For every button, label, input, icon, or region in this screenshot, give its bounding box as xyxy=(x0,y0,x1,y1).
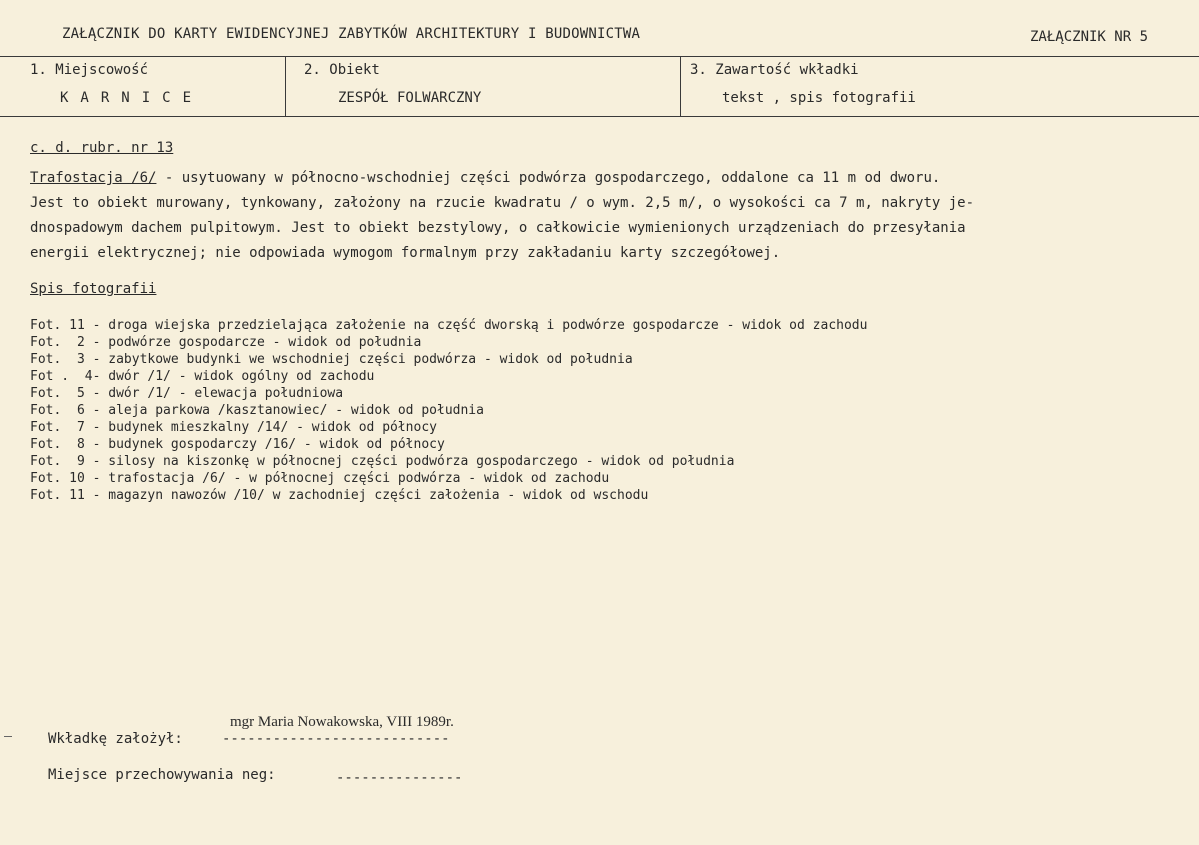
photo-list-item: Fot. 11 - magazyn nawozów /10/ w zachodniej części założenia - widok od wschodu xyxy=(30,488,649,503)
margin-mark xyxy=(4,736,12,737)
description-line-3: dnospadowym dachem pulpitowym. Jest to obiekt bezstylowy, o całkowicie wymienionych urządzeniach do przesyłania xyxy=(30,220,966,236)
photo-list-item: Fot. 10 - trafostacja /6/ - w północnej części podwórza - widok od zachodu xyxy=(30,471,610,486)
object-value: ZESPÓŁ FOLWARCZNY xyxy=(338,90,482,106)
photo-list xyxy=(30,317,867,504)
storage-label: Miejsce przechowywania neg: xyxy=(48,767,276,783)
description-subject: Trafostacja /6/ xyxy=(30,170,157,186)
attachment-number: ZAŁĄCZNIK NR 5 xyxy=(1030,29,1149,45)
object-label: 2. Obiekt xyxy=(304,62,380,78)
photo-list-item: Fot. 7 - budynek mieszkalny /14/ - widok od północy xyxy=(30,420,437,435)
header-divider-top xyxy=(0,56,1199,57)
description-line-1-rest: - usytuowany w północno-wschodniej części podwórza gospodarczego, oddalone ca 11 m od dworu. xyxy=(156,170,941,186)
photo-list-item: Fot. 3 - zabytkowe budynki we wschodniej części podwórza - widok od południa xyxy=(30,352,633,367)
contents-value: tekst , spis fotografii xyxy=(722,90,916,106)
photo-list-heading: Spis fotografii xyxy=(30,281,157,297)
continuation-heading: c. d. rubr. nr 13 xyxy=(30,140,174,156)
field-divider-1 xyxy=(285,56,286,116)
photo-list-item: Fot. 2 - podwórze gospodarcze - widok od południa xyxy=(30,335,422,350)
locality-value: KARNICE xyxy=(60,90,204,106)
contents-label: 3. Zawartość wkładki xyxy=(690,62,859,78)
description-line-2: Jest to obiekt murowany, tynkowany, założony na rzucie kwadratu / o wym. 2,5 m/, o wysokości ca 7 m, nakryty je- xyxy=(30,195,975,211)
locality-label: 1. Miejscowość xyxy=(30,62,149,78)
field-divider-2 xyxy=(680,56,681,116)
photo-list-item: Fot. 11 - droga wiejska przedzielająca założenie na część dworską i podwórze gospodarcze - widok od zachodu xyxy=(30,318,868,333)
photo-list-item: Fot. 5 - dwór /1/ - elewacja południowa xyxy=(30,386,344,401)
description-line-4: energii elektrycznej; nie odpowiada wymogom formalnym przy zakładaniu karty szczegółowej. xyxy=(30,245,781,261)
author-value: mgr Maria Nowakowska, VIII 1989r. xyxy=(230,714,454,730)
photo-list-item: Fot . 4- dwór /1/ - widok ogólny od zachodu xyxy=(30,369,375,384)
description-line-1 xyxy=(30,166,1180,191)
author-label: Wkładkę założył: xyxy=(48,731,183,747)
storage-dashes: --------------- xyxy=(336,770,463,786)
header-divider-bottom xyxy=(0,116,1199,117)
photo-list-item: Fot. 6 - aleja parkowa /kasztanowiec/ - widok od południa xyxy=(30,403,484,418)
photo-list-item: Fot. 9 - silosy na kiszonkę w północnej części podwórza gospodarczego - widok od południa xyxy=(30,454,735,469)
photo-list-item: Fot. 8 - budynek gospodarczy /16/ - widok od północy xyxy=(30,437,445,452)
author-dashes: --------------------------- xyxy=(222,731,450,747)
attachment-title: ZAŁĄCZNIK DO KARTY EWIDENCYJNEJ ZABYTKÓW ARCHITEKTURY I BUDOWNICTWA xyxy=(62,26,641,42)
description-paragraph xyxy=(30,166,1180,266)
